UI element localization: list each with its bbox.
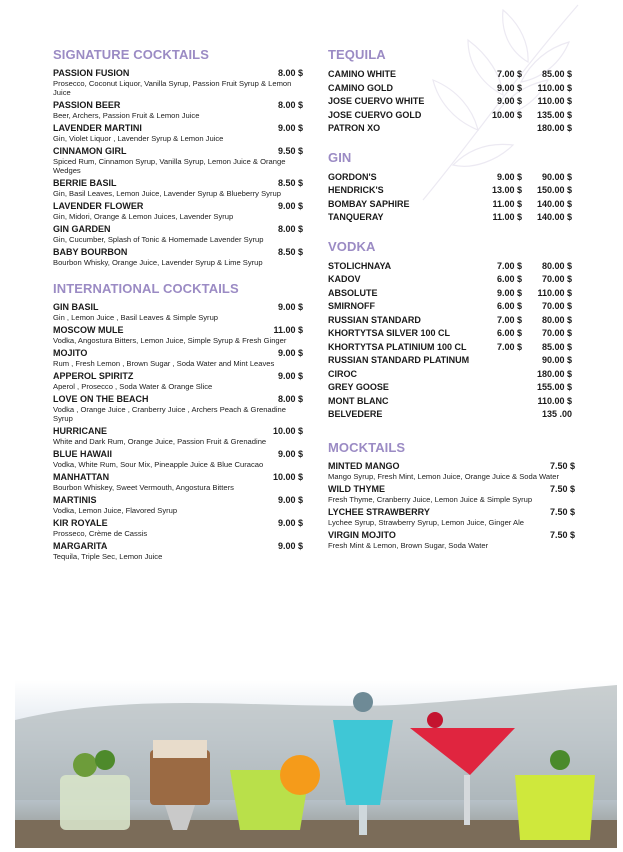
- menu-row: [328, 327, 575, 341]
- bottle-price: 70.00 $: [541, 301, 572, 311]
- menu-item: [53, 371, 303, 391]
- item-price: 7.50 $: [549, 460, 575, 471]
- item-description: Prosseco, Crème de Cassis: [53, 529, 148, 538]
- item-price: 8.00 $: [277, 224, 303, 234]
- item-name: CAMINO GOLD: [328, 82, 393, 93]
- item-name: STOLICHNAYA: [328, 260, 392, 271]
- bottle-price: 80.00 $: [541, 314, 572, 325]
- bottle-price: 150.00 $: [536, 185, 572, 195]
- bottle-price: 80.00 $: [541, 260, 572, 271]
- shot-price: 13.00 $: [491, 185, 522, 195]
- tequila-list: [328, 68, 575, 136]
- item-name: MARTINIS: [53, 495, 97, 505]
- menu-row: [328, 368, 575, 382]
- item-name: LOVE ON THE BEACH: [53, 394, 149, 404]
- item-name: RUSSIAN STANDARD PLATINUM: [328, 355, 470, 365]
- signature-section: [53, 47, 303, 267]
- shot-price: 9.00 $: [496, 287, 522, 298]
- item-name: KHORTYTSA SILVER 100 CL: [328, 328, 451, 338]
- section-title: TEQUILA: [328, 47, 386, 62]
- item-price: 9.00 $: [277, 541, 303, 551]
- item-name: RUSSIAN STANDARD: [328, 314, 421, 325]
- item-name: GIN GARDEN: [53, 224, 111, 234]
- menu-row: [328, 260, 575, 274]
- item-price: 9.00 $: [277, 518, 303, 528]
- menu-row: [328, 198, 575, 212]
- menu-item: [328, 530, 575, 550]
- menu-row: [328, 287, 575, 301]
- bottle-price: 70.00 $: [541, 274, 572, 284]
- item-name: JOSE CUERVO GOLD: [328, 109, 422, 120]
- item-price: 8.00 $: [277, 100, 303, 110]
- item-price: 10.00 $: [272, 426, 303, 436]
- menu-item: [53, 472, 303, 492]
- shot-price: 10.00 $: [491, 109, 522, 120]
- item-description: Rum , Fresh Lemon , Brown Sugar , Soda Water and Mint Leaves: [53, 359, 275, 368]
- menu-row: [328, 68, 575, 82]
- menu-item: [53, 541, 303, 561]
- menu-item: [53, 201, 303, 221]
- bottle-price: 180.00 $: [536, 123, 572, 133]
- bottle-price: 85.00 $: [541, 69, 572, 79]
- bottle-price: 90.00 $: [541, 355, 572, 365]
- tequila-section: [328, 47, 575, 136]
- menu-row: [328, 381, 575, 395]
- item-price: 11.00 $: [273, 325, 303, 335]
- menu-item: [328, 484, 575, 504]
- menu-row: [328, 82, 575, 96]
- menu-row: [328, 184, 575, 198]
- item-description: Vodka, Angostura Bitters, Lemon Juice, Simple Syrup & Fresh Ginger: [53, 336, 287, 345]
- item-name: MANHATTAN: [53, 472, 110, 482]
- item-price: 9.00 $: [277, 495, 303, 505]
- menu-row: [328, 341, 575, 355]
- menu-item: [328, 507, 575, 527]
- item-name: ABSOLUTE: [328, 287, 378, 298]
- item-description: Bourbon Whiskey, Sweet Vermouth, Angostura Bitters: [53, 483, 234, 492]
- item-description: Bourbon Whisky, Orange Juice, Lavender Syrup & Lime Syrup: [53, 258, 263, 267]
- item-name: BOMBAY SAPHIRE: [328, 198, 410, 209]
- shot-price: 7.00 $: [496, 69, 522, 79]
- mocktails-section: [328, 440, 575, 550]
- gin-section: [328, 150, 575, 225]
- international-section: [53, 281, 303, 561]
- item-price: 8.00 $: [277, 68, 303, 78]
- item-price: 7.50 $: [549, 506, 575, 517]
- item-price: 9.00 $: [277, 371, 303, 381]
- item-name: GORDON'S: [328, 171, 377, 182]
- menu-row: [328, 122, 575, 136]
- item-name: MARGARITA: [53, 541, 108, 551]
- item-price: 9.50 $: [277, 146, 303, 156]
- menu-item: [53, 394, 303, 423]
- shot-price: 7.00 $: [496, 314, 522, 325]
- cocktails-photo: [15, 680, 617, 848]
- shot-price: 6.00 $: [496, 301, 522, 311]
- item-description: Gin , Lemon Juice , Basil Leaves & Simple Syrup: [53, 313, 219, 322]
- item-name: KADOV: [328, 274, 361, 284]
- item-price: 9.00 $: [277, 201, 303, 211]
- item-description: Gin, Cucumber, Splash of Tonic & Homemade Lavender Syrup: [53, 235, 264, 244]
- bottle-price: 110.00 $: [537, 82, 572, 93]
- bottle-price: 110.00 $: [537, 395, 572, 406]
- item-name: MOSCOW MULE: [53, 325, 124, 335]
- menu-item: [53, 247, 303, 267]
- bottle-price: 70.00 $: [541, 328, 572, 338]
- menu-row: [328, 300, 575, 314]
- item-name: LAVENDER MARTINI: [53, 123, 142, 133]
- item-name: GREY GOOSE: [328, 382, 389, 392]
- item-name: SMIRNOFF: [328, 301, 375, 311]
- menu-item: [53, 495, 303, 515]
- menu-row: [328, 408, 575, 422]
- section-title: SIGNATURE COCKTAILS: [53, 47, 209, 62]
- item-name: MONT BLANC: [328, 395, 389, 406]
- item-description: Tequila, Triple Sec, Lemon Juice: [53, 552, 163, 561]
- item-name: LYCHEE STRAWBERRY: [328, 506, 430, 517]
- item-description: Gin, Midori, Orange & Lemon Juices, Lavender Syrup: [53, 212, 234, 221]
- menu-item: [53, 146, 303, 175]
- item-name: BLUE HAWAII: [53, 449, 113, 459]
- bottle-price: 85.00 $: [541, 341, 572, 352]
- item-price: 7.50 $: [549, 483, 575, 494]
- shot-price: 7.00 $: [496, 341, 522, 352]
- section-title: GIN: [328, 149, 352, 165]
- menu-item: [53, 224, 303, 244]
- menu-item: [53, 68, 303, 97]
- item-price: 8.00 $: [277, 394, 303, 404]
- item-description: Mango Syrup, Fresh Mint, Lemon Juice, Orange Juice & Soda Water: [328, 471, 560, 481]
- item-name: BELVEDERE: [328, 409, 383, 419]
- item-price: 8.50 $: [277, 247, 303, 257]
- menu-item: [53, 100, 303, 120]
- international-list: [53, 302, 303, 561]
- item-name: CINNAMON GIRL: [53, 146, 127, 156]
- item-description: Vodka , Orange Juice , Cranberry Juice , Archers Peach & Grenadine Syrup: [53, 405, 286, 423]
- menu-item: [53, 123, 303, 143]
- menu-item: [53, 449, 303, 469]
- bottle-price: 140.00 $: [536, 212, 572, 222]
- item-name: PASSION FUSION: [53, 68, 130, 78]
- item-name: VIRGIN MOJITO: [328, 529, 396, 540]
- shot-price: 7.00 $: [496, 260, 522, 271]
- menu-item: [53, 426, 303, 446]
- shot-price: 11.00 $: [492, 198, 522, 209]
- section-title: MOCKTAILS: [328, 439, 406, 455]
- item-price: 9.00 $: [277, 449, 303, 459]
- vodka-list: [328, 260, 575, 422]
- menu-row: [328, 109, 575, 123]
- item-price: 10.00 $: [272, 472, 303, 482]
- item-name: TANQUERAY: [328, 212, 384, 222]
- menu-item: [53, 348, 303, 368]
- item-name: BERRIE BASIL: [53, 178, 117, 188]
- menu-item: [328, 461, 575, 481]
- gin-list: [328, 171, 575, 225]
- shot-price: 9.00 $: [496, 82, 522, 93]
- signature-list: [53, 68, 303, 267]
- item-price: 9.00 $: [277, 123, 303, 133]
- item-description: Prosecco, Coconut Liquor, Vanilla Syrup, Passion Fruit Syrup & Lemon Juice: [53, 79, 292, 97]
- item-name: CAMINO WHITE: [328, 69, 396, 79]
- item-description: Vodka, White Rum, Sour Mix, Pineapple Juice & Blue Curacao: [53, 460, 264, 469]
- item-name: JOSE CUERVO WHITE: [328, 96, 425, 106]
- item-description: Spiced Rum, Cinnamon Syrup, Vanilla Syrup, Lemon Juice & Orange Wedges: [53, 157, 286, 175]
- item-description: Aperol , Prosecco , Soda Water & Orange Slice: [53, 382, 213, 391]
- item-name: PASSION BEER: [53, 100, 121, 110]
- item-description: White and Dark Rum, Orange Juice, Passion Fruit & Grenadine: [53, 437, 267, 446]
- item-name: GIN BASIL: [53, 302, 99, 312]
- item-name: KHORTYTSA PLATINIUM 100 CL: [328, 341, 467, 352]
- item-name: PATRON XO: [328, 123, 381, 133]
- menu-row: [328, 395, 575, 409]
- item-name: KIR ROYALE: [53, 518, 108, 528]
- shot-price: 11.00 $: [492, 212, 522, 222]
- item-name: APPEROL SPIRITZ: [53, 371, 134, 381]
- item-description: Fresh Thyme, Cranberry Juice, Lemon Juice & Simple Syrup: [328, 494, 533, 504]
- bottle-price: 140.00 $: [536, 198, 572, 209]
- menu-row: [328, 354, 575, 368]
- item-price: 9.00 $: [277, 302, 303, 312]
- item-name: CIROC: [328, 368, 357, 379]
- menu-item: [53, 178, 303, 198]
- menu-item: [53, 518, 303, 538]
- item-description: Beer, Archers, Passion Fruit & Lemon Juice: [53, 111, 200, 120]
- bottle-price: 135 .00: [541, 409, 572, 419]
- right-column: [328, 47, 575, 553]
- bottle-price: 155.00 $: [536, 382, 572, 392]
- menu-item: [53, 302, 303, 322]
- menu-row: [328, 171, 575, 185]
- menu-row: [328, 211, 575, 225]
- shot-price: 9.00 $: [496, 96, 522, 106]
- section-title: INTERNATIONAL COCKTAILS: [53, 281, 239, 296]
- bottle-price: 110.00 $: [537, 96, 572, 106]
- item-name: HURRICANE: [53, 426, 107, 436]
- menu-row: [328, 95, 575, 109]
- shot-price: 6.00 $: [496, 328, 522, 338]
- item-description: Gin, Basil Leaves, Lemon Juice, Lavender Syrup & Blueberry Syrup: [53, 189, 281, 198]
- left-column: [53, 47, 303, 564]
- menu-item: [53, 325, 303, 345]
- item-price: 9.00 $: [277, 348, 303, 358]
- item-name: MOJITO: [53, 348, 88, 358]
- bottle-price: 180.00 $: [536, 368, 572, 379]
- item-name: BABY BOURBON: [53, 247, 128, 257]
- shot-price: 9.00 $: [496, 171, 522, 182]
- menu-row: [328, 314, 575, 328]
- vodka-section: [328, 239, 575, 422]
- menu-row: [328, 273, 575, 287]
- item-name: MINTED MANGO: [328, 460, 400, 471]
- section-title: VODKA: [328, 238, 376, 254]
- item-name: WILD THYME: [328, 483, 385, 494]
- bottle-price: 110.00 $: [537, 287, 572, 298]
- item-description: Fresh Mint & Lemon, Brown Sugar, Soda Water: [328, 540, 489, 550]
- item-description: Gin, Violet Liquor , Lavender Syrup & Lemon Juice: [53, 134, 224, 143]
- item-price: 7.50 $: [549, 529, 575, 540]
- item-price: 8.50 $: [277, 178, 303, 188]
- item-description: Vodka, Lemon Juice, Flavored Syrup: [53, 506, 178, 515]
- item-name: LAVENDER FLOWER: [53, 201, 144, 211]
- item-name: HENDRICK'S: [328, 185, 384, 195]
- shot-price: 6.00 $: [496, 274, 522, 284]
- bottle-price: 135.00 $: [536, 109, 572, 120]
- item-description: Lychee Syrup, Strawberry Syrup, Lemon Juice, Ginger Ale: [328, 517, 524, 527]
- bottle-price: 90.00 $: [541, 171, 572, 182]
- mocktails-list: [328, 461, 575, 550]
